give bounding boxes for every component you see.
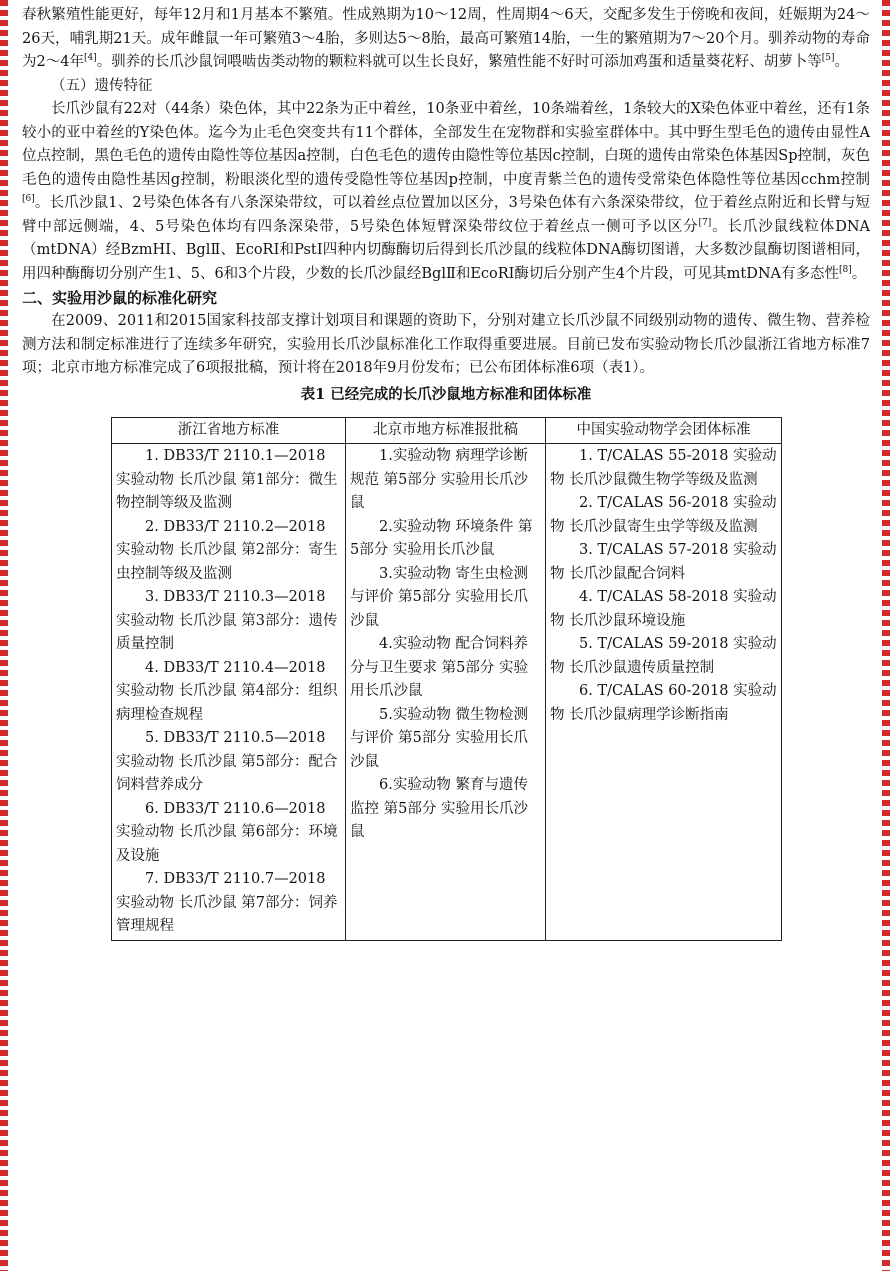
paragraph-breeding [22, 4, 870, 75]
table-row [112, 444, 782, 941]
calas-standards-cell [546, 444, 782, 941]
citation-ref: [8] [839, 264, 852, 275]
list-item: 6. DB33/T 2110.6—2018 实验动物 长爪沙鼠 第6部分：环境及设施 [116, 800, 338, 864]
document-page [22, 4, 870, 941]
citation-ref: [5] [821, 53, 835, 64]
list-item: 4. DB33/T 2110.4—2018 实验动物 长爪沙鼠 第4部分：组织病理检查规程 [116, 659, 338, 723]
text-run: 。 [834, 54, 849, 70]
list-item: 5. T/CALAS 59-2018 实验动物 长爪沙鼠遗传质量控制 [550, 636, 777, 676]
column-header-calas: 中国实验动物学会团体标准 [546, 417, 782, 444]
list-item: 3. T/CALAS 57-2018 实验动物 长爪沙鼠配合饲料 [550, 542, 777, 582]
paragraph-genetics [22, 98, 870, 286]
table-caption: 表1 已经完成的长爪沙鼠地方标准和团体标准 [300, 385, 592, 403]
section-heading: 二、实验用沙鼠的标准化研究 [22, 289, 218, 307]
table-header-row [112, 417, 782, 444]
list-item: 3. DB33/T 2110.3—2018 实验动物 长爪沙鼠 第3部分：遗传质量控制 [116, 589, 338, 652]
right-decorative-border [882, 0, 890, 1271]
text-run: 。长爪沙鼠线粒体DNA（mtDNA）经BzmHⅠ、BglⅡ、EcoRⅠ和PstⅠ四种内切酶酶切后得到长爪沙鼠的线粒体DNA酶切图谱，大多数沙鼠酶切图谱相同，用四种酶酶切分别产生1、5、6和3个片段，少数的长爪沙鼠经BglⅡ和EcoRⅠ酶切后分别产生4个片段，可见其mtDNA有多态性 [22, 218, 870, 282]
citation-ref: [7] [698, 217, 712, 228]
text-run: 。长爪沙鼠1、2号染色体各有八条深染带纹，可以着丝点位置加以区分，3号染色体有六条深染带纹，位于着丝点附近和长臂与短臂中部远侧端，4、5号染色体均有四条深染带，5号染色体短臂深染带纹位于着丝点一侧可予以区分 [22, 195, 870, 235]
list-item: 6.实验动物 繁育与遗传监控 第5部分 实验用长爪沙鼠 [350, 777, 528, 840]
text-run: 长爪沙鼠有22对（44条）染色体，其中22条为正中着丝，10条亚中着丝，10条端着丝，1条较大的X染色体亚中着丝，还有1条较小的亚中着丝的Y染色体。迄今为止毛色突变共有11个群体，全部发生在宠物群和实验室群体中。其中野生型毛色的遗传由显性A位点控制，黑色毛色的遗传由隐性等位基因a控制，白色毛色的遗传由隐性等位基因c控制，白斑的遗传由常染色体基因Sp控制，灰色毛色的遗传由隐性基因g控制，粉眼淡化型的遗传受隐性等位基因p控制，中度青紫兰色的遗传受常染色体隐性等位基因cchm控制 [22, 101, 870, 188]
list-item: 7. DB33/T 2110.7—2018 实验动物 长爪沙鼠 第7部分：饲养管理规程 [116, 871, 338, 934]
text-run: 春秋繁殖性能更好，每年12月和1月基本不繁殖。性成熟期为10～12周，性周期4～6天，交配多发生于傍晚和夜间，妊娠期为24～26天，哺乳期21天。成年雌鼠一年可繁殖3～4胎，多则达5～8胎，最高可繁殖14胎，一生的繁殖期为7～20个月。驯养动物的寿命为2～4年 [22, 7, 870, 70]
list-item: 4. T/CALAS 58-2018 实验动物 长爪沙鼠环境设施 [550, 589, 777, 629]
text-run: 。 [851, 265, 867, 282]
list-item: 1. T/CALAS 55-2018 实验动物 长爪沙鼠微生物学等级及监测 [550, 448, 777, 488]
zhejiang-standards-cell [112, 444, 346, 941]
list-item: 4.实验动物 配合饲料养分与卫生要求 第5部分 实验用长爪沙鼠 [350, 636, 528, 699]
list-item: 5. DB33/T 2110.5—2018 实验动物 长爪沙鼠 第5部分：配合饲料营养成分 [116, 730, 338, 793]
column-header-beijing: 北京市地方标准报批稿 [346, 417, 546, 444]
list-item: 5.实验动物 微生物检测与评价 第5部分 实验用长爪沙鼠 [350, 706, 528, 770]
list-item: 2. DB33/T 2110.2—2018 实验动物 长爪沙鼠 第2部分：寄生虫控制等级及监测 [116, 518, 338, 582]
citation-ref: [6] [22, 194, 35, 205]
paragraph-standardization: 在2009、2011和2015国家科技部支撑计划项目和课题的资助下，分别对建立长爪沙鼠不同级别动物的遗传、微生物、营养检测方法和制定标准进行了连续多年研究，实验用长爪沙鼠标准化工作取得重要进展。目前已发布实验动物长爪沙鼠浙江省地方标准7项；北京市地方标准完成了6项报批稿，预计将在2018年9月份发布；已公布团体标准6项（表1）。 [22, 313, 870, 376]
standards-table [111, 417, 782, 941]
list-item: 1.实验动物 病理学诊断规范 第5部分 实验用长爪沙鼠 [350, 448, 528, 511]
list-item: 1. DB33/T 2110.1—2018 实验动物 长爪沙鼠 第1部分：微生物控制等级及监测 [116, 448, 338, 511]
list-item: 6. T/CALAS 60-2018 实验动物 长爪沙鼠病理学诊断指南 [550, 683, 777, 723]
citation-ref: [4] [83, 53, 97, 64]
list-item: 2. T/CALAS 56-2018 实验动物 长爪沙鼠寄生虫学等级及监测 [550, 495, 777, 535]
subheading-genetics: （五）遗传特征 [51, 77, 153, 94]
column-header-zhejiang: 浙江省地方标准 [112, 417, 346, 444]
list-item: 3.实验动物 寄生虫检测与评价 第5部分 实验用长爪沙鼠 [350, 565, 528, 629]
beijing-standards-cell [346, 444, 546, 941]
text-run: 。驯养的长爪沙鼠饲喂啮齿类动物的颗粒料就可以生长良好，繁殖性能不好时可添加鸡蛋和适量葵花籽、胡萝卜等 [96, 54, 822, 70]
list-item: 2.实验动物 环境条件 第5部分 实验用长爪沙鼠 [350, 518, 533, 558]
left-decorative-border [0, 0, 8, 1271]
